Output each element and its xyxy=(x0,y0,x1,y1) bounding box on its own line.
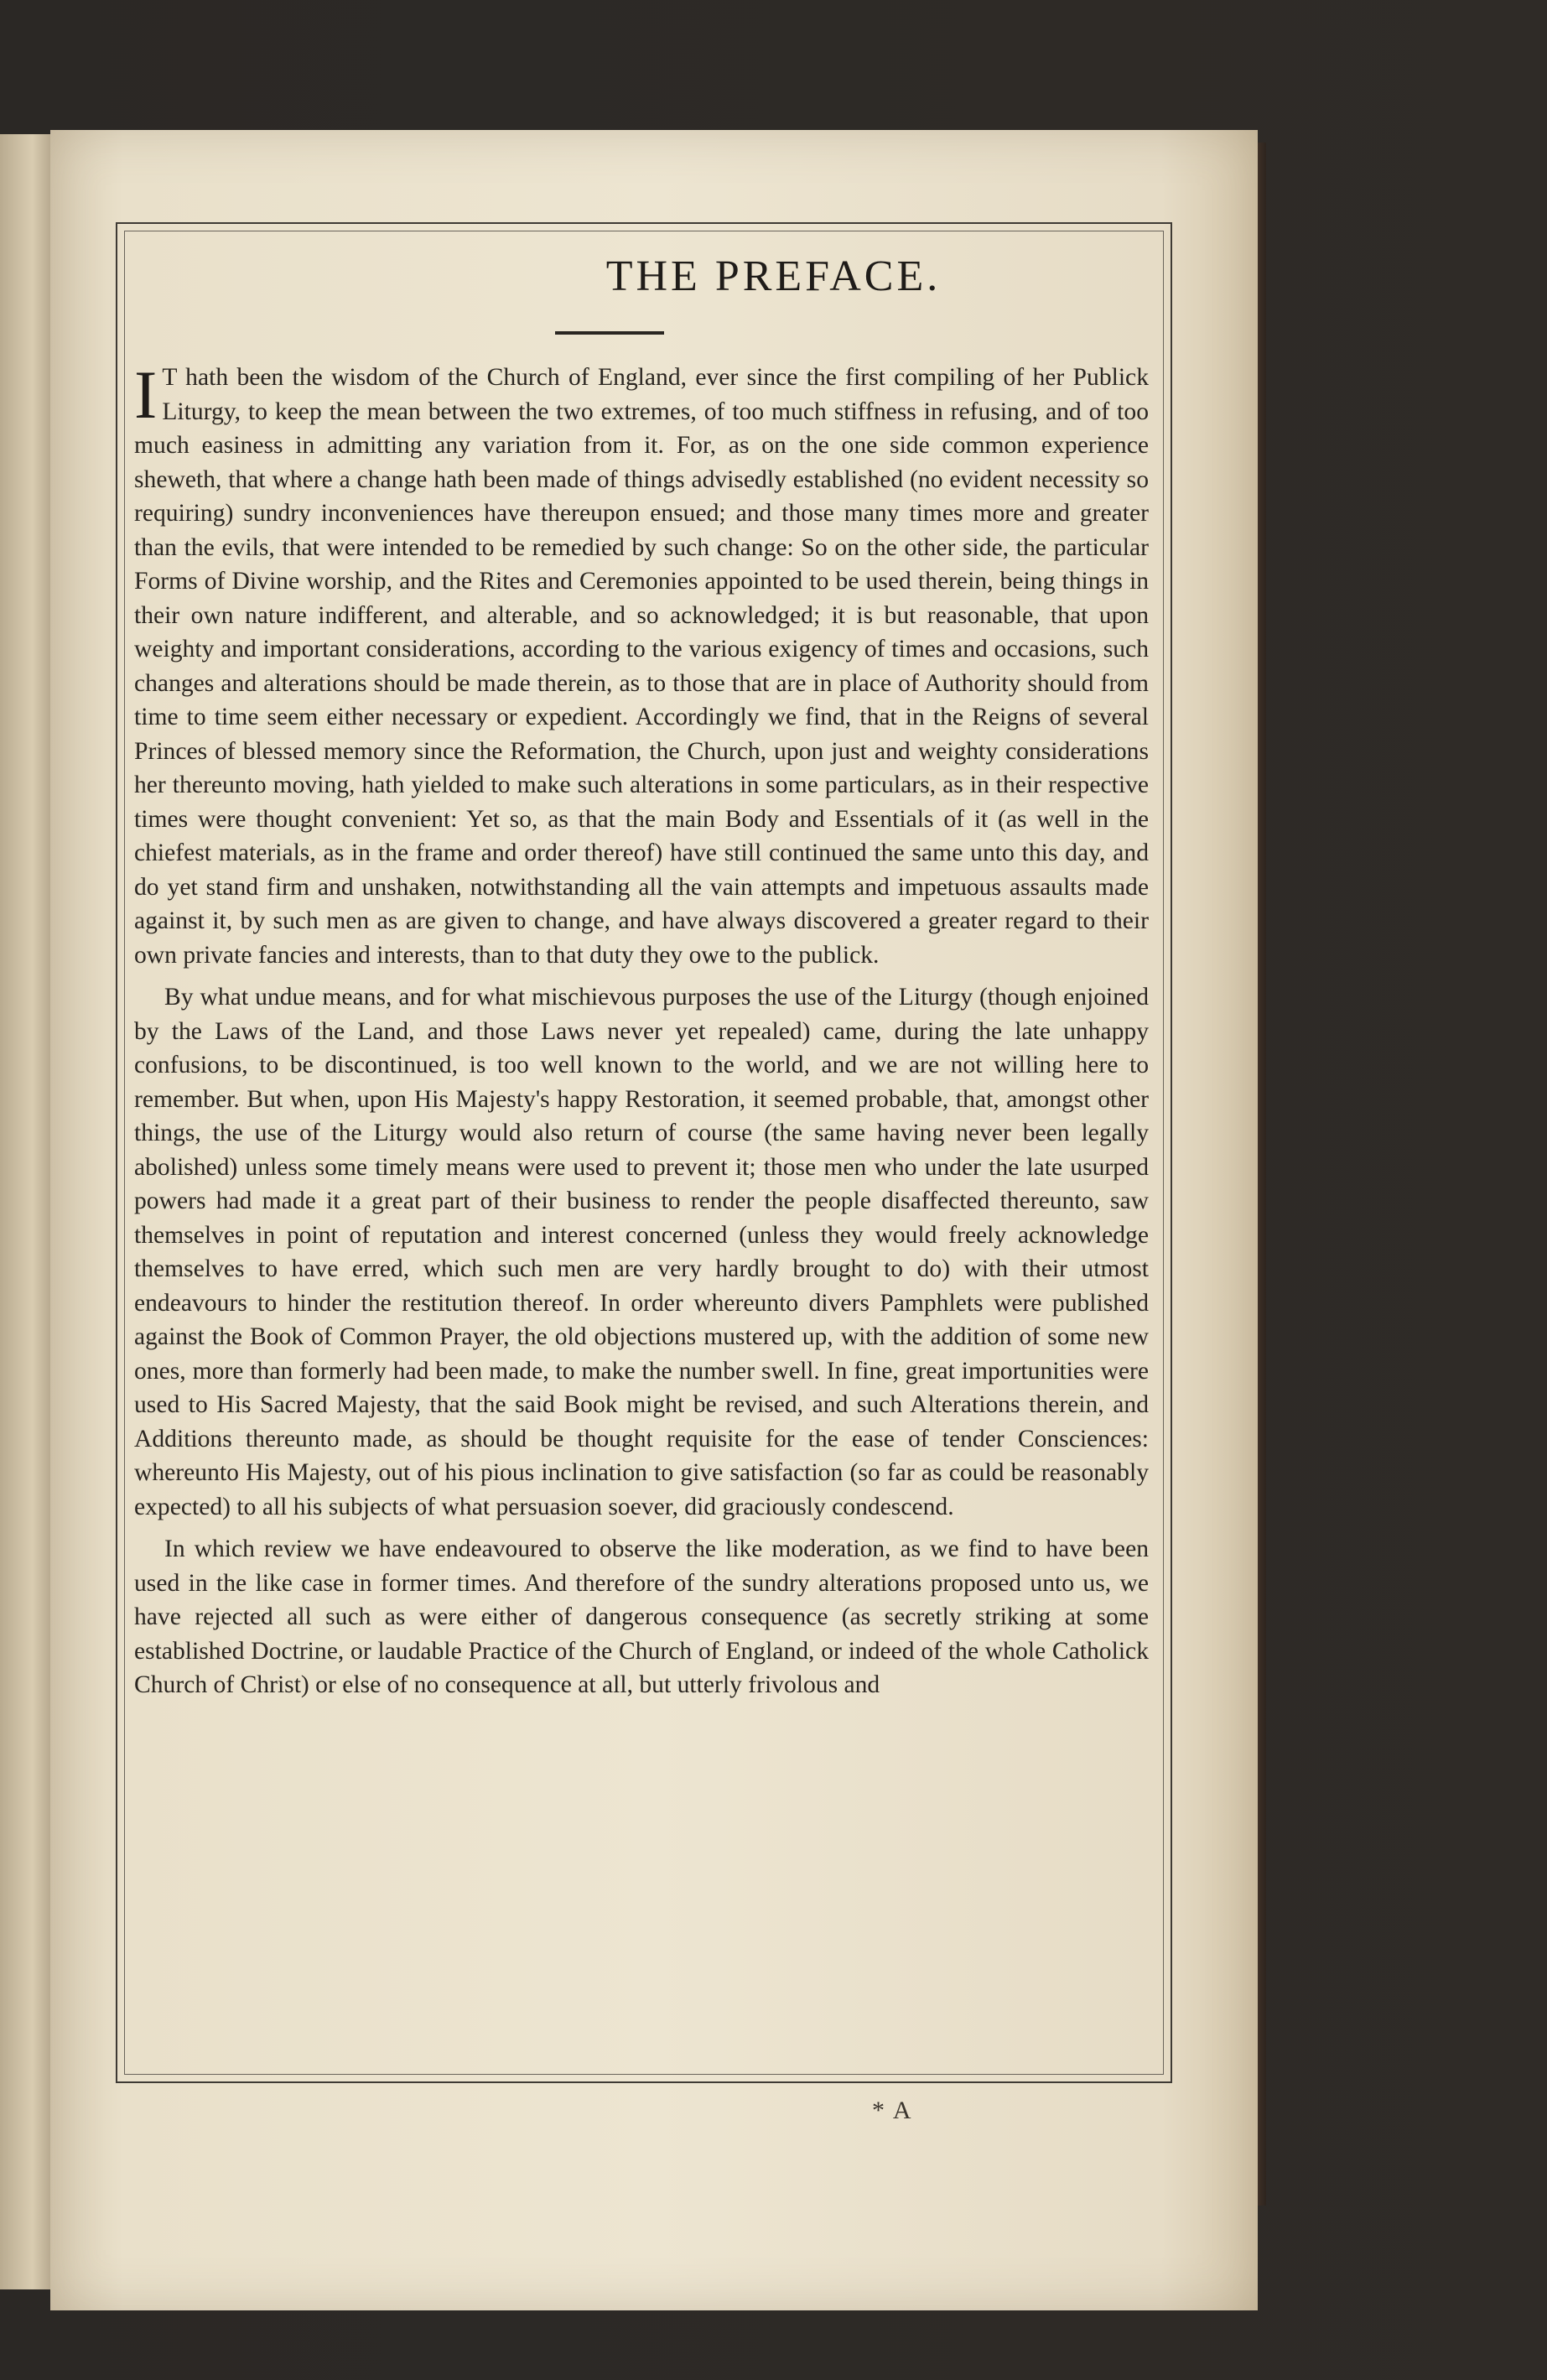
paragraph-2: By what undue means, and for what mischievous purposes the use of the Liturgy (though enjoined by the Laws of the Land, and those Laws never yet repealed) came, during the late unhappy confusions, to be discontinued, is too well known to the world, and we are not willing here to remember. But when, upon His Majesty's happy Restoration, it seemed probable, that, amongst other things, the use of the Liturgy would also return of course (the same having never been legally abolished) unless some timely means were used to prevent it; those men who under the late usurped powers had made it a great part of their business to render the people disaffected thereunto, saw themselves in point of reputation and interest concerned (unless they would freely acknowledge themselves to have erred, which such men are very hardly brought to do) with their utmost endeavours to hinder the restitution thereof. In order whereunto divers Pamphlets were published against the Book of Common Prayer, the old objections mustered up, with the addition of some new ones, more than formerly had been made, to make the number swell. In fine, great importunities were used to His Sacred Majesty, that the said Book might be revised, and such Alterations therein, and Additions thereunto made, as should be thought requisite for the ease of tender Consciences: whereunto His Majesty, out of his pious inclination to give satisfaction (so far as could be reasonably expected) to all his subjects of what persuasion soever, did graciously condescend. xyxy=(134,984,1149,1520)
body-text xyxy=(134,356,1149,1711)
signature-mark: * A xyxy=(872,2097,913,2124)
paragraph-1-text: T hath been the wisdom of the Church of England, ever since the first compiling of her Publick Liturgy, to keep the mean between the two extremes, of too much stiffness in refusing, and of too much easiness in admitting any variation from it. For, as on the one side common experience sheweth, that where a change hath been made of things advisedly established (no evident necessity so requiring) sundry inconveniences have thereupon ensued; and those many times more and greater than the evils, that were intended to be remedied by such change: So on the other side, the particular Forms of Divine worship, and the Rites and Ceremonies appointed to be used therein, being things in their own nature indifferent, and alterable, and so acknowledged; it is but reasonable, that upon weighty and important considerations, according to the various exigency of times and occasions, such changes and alterations should be made therein, as to those that are in place of Authority should from time to time seem either necessary or expedient. Accordingly we find, that in the Reigns of several Princes of blessed memory since the Reformation, the Church, upon just and weighty considerations her thereunto moving, hath yielded to make such alterations in some particulars, as in their respective times were thought convenient: Yet so, as that the main Body and Essentials of it (as well in the chiefest materials, as in the frame and order thereof) have still continued the same unto this day, and do yet stand firm and unshaken, notwithstanding all the vain attempts and impetuous assaults made against it, by such men as are given to change, and have always discovered a greater regard to their own private fancies and interests, than to that duty they owe to the publick. xyxy=(134,364,1149,969)
title-rule xyxy=(555,331,664,335)
paragraph-1 xyxy=(134,356,1149,972)
drop-cap: I xyxy=(134,356,158,433)
paragraph-3: In which review we have endeavoured to observe the like moderation, as we find to have been used in the like case in former times. And therefore of the sundry alterations proposed unto us, we have rejected all such as were either of dangerous consequence (as secretly striking at some established Doctrine, or laudable Practice of the Church of England, or indeed of the whole Catholick Church of Christ) or else of no consequence at all, but utterly frivolous and xyxy=(134,1536,1149,1698)
page-title: THE PREFACE. xyxy=(605,252,942,300)
